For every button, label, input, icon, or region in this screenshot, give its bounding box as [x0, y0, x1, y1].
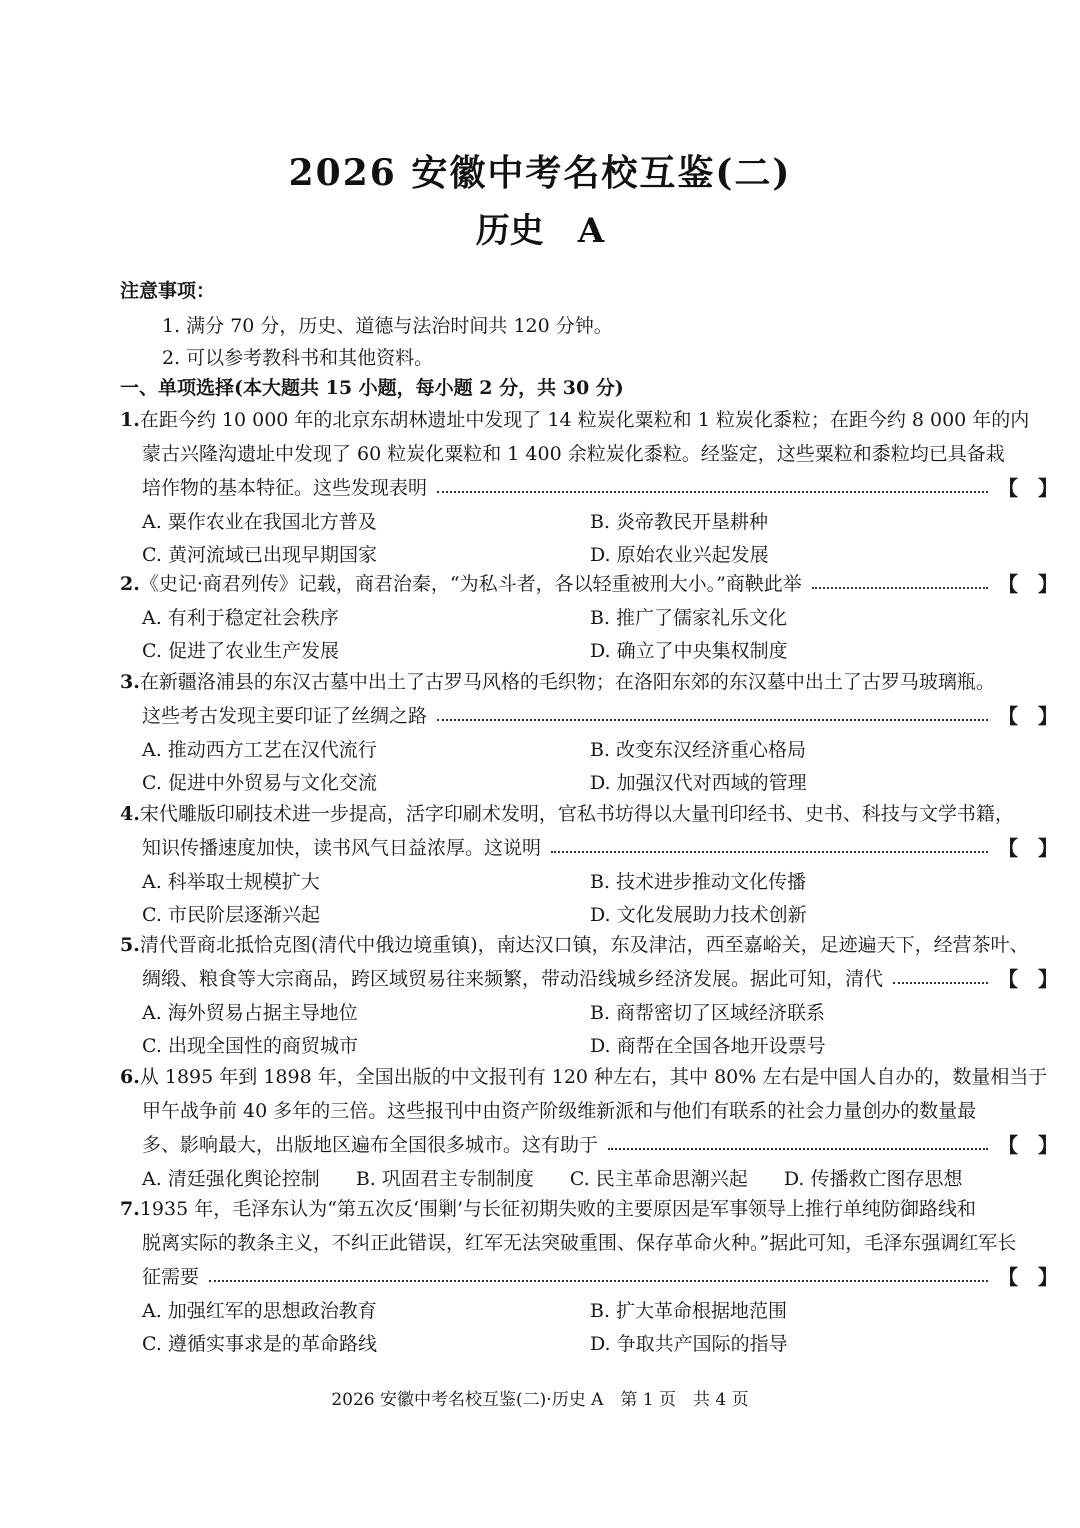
options [120, 1294, 1058, 1360]
options [120, 1162, 1058, 1195]
option-a[interactable]: A. 海外贸易占据主导地位 [142, 1002, 358, 1024]
lead-text: 绸缎、粮食等大宗商品，跨区域贸易往来频繁，带动沿线城乡经济发展。据此可知，清代 [142, 968, 884, 990]
option-d[interactable]: D. 加强汉代对西域的管理 [590, 772, 807, 794]
option-c[interactable]: C. 促进中外贸易与文化交流 [142, 772, 377, 794]
answer-bracket[interactable] [998, 1128, 1058, 1162]
answer-bracket[interactable] [998, 471, 1058, 505]
question-lead [120, 699, 1058, 733]
question-number: 7. [120, 1198, 140, 1220]
lead-text: 《史记·商君列传》记载，商君治秦，“为私斗者，各以轻重被刑大小。”商鞅此举 [139, 573, 802, 595]
answer-bracket[interactable] [998, 567, 1058, 601]
stem-text: 宋代雕版印刷技术进一步提高，活字印刷术发明，官私书坊得以大量刊印经书、史书、科技与文学书籍， [139, 803, 1014, 825]
stem-line [120, 928, 1058, 962]
exam-subtitle: 历史 A [475, 211, 605, 251]
question-number: 5. [120, 934, 140, 956]
option-a[interactable]: A. 有利于稳定社会秩序 [142, 607, 339, 629]
option-c[interactable]: C. 黄河流域已出现早期国家 [142, 544, 377, 566]
dotted-leader [893, 982, 988, 984]
bracket-close: 】 [1038, 836, 1058, 860]
options [120, 865, 1058, 931]
bracket-close: 】 [1038, 572, 1058, 596]
lead-text: 征需要 [142, 1266, 200, 1288]
bracket-open: 【 [998, 1133, 1018, 1157]
option-b[interactable]: B. 商帮密切了区域经济联系 [590, 1002, 826, 1024]
question-number: 4. [120, 803, 140, 825]
option-a[interactable]: A. 粟作农业在我国北方普及 [142, 511, 377, 533]
dotted-leader [551, 851, 988, 853]
stem-text: 1935 年，毛泽东认为“第五次反‘围剿’与长征初期失败的主要原因是军事领导上推行单纯防御路线和 [139, 1198, 977, 1220]
question-stem [120, 1060, 1058, 1128]
option-d[interactable]: D. 原始农业兴起发展 [590, 544, 769, 566]
option-b[interactable]: B. 改变东汉经济重心格局 [590, 739, 807, 761]
lead-text: 多、影响最大，出版地区遍布全国很多城市。这有助于 [142, 1134, 599, 1156]
question-number: 2. [120, 573, 140, 595]
question-2 [120, 567, 1058, 667]
question-stem [120, 403, 1058, 471]
stem-line: 甲午战争前 40 多年的三倍。这些报刊中由资产阶级维新派和与他们有联系的社会力量创办的数量最 [142, 1100, 977, 1122]
bracket-open: 【 [998, 967, 1018, 991]
notice-block [120, 276, 215, 303]
stem-line [120, 403, 1058, 437]
option-c[interactable]: C. 市民阶层逐渐兴起 [142, 904, 320, 926]
answer-bracket[interactable] [998, 962, 1058, 996]
question-7 [120, 1192, 1058, 1360]
question-stem [120, 797, 1058, 831]
option-c[interactable]: C. 遵循实事求是的革命路线 [142, 1333, 377, 1355]
stem-line [120, 665, 1058, 699]
stem-line [120, 797, 1058, 831]
option-b[interactable]: B. 炎帝教民开垦耕种 [590, 511, 769, 533]
question-5 [120, 928, 1058, 1062]
question-lead [120, 1128, 1058, 1162]
answer-bracket[interactable] [998, 831, 1058, 865]
question-lead [120, 567, 1058, 601]
answer-bracket[interactable] [998, 1260, 1058, 1294]
notice-heading: 注意事项： [120, 280, 216, 302]
stem-text: 在距今约 10 000 年的北京东胡林遗址中发现了 14 粒炭化粟粒和 1 粒炭化黍粒；在距今约 8 000 年的内 [139, 409, 1030, 431]
bracket-close: 】 [1038, 1265, 1058, 1289]
bracket-close: 】 [1038, 1133, 1058, 1157]
bracket-open: 【 [998, 476, 1018, 500]
bracket-open: 【 [998, 836, 1018, 860]
question-lead [120, 1260, 1058, 1294]
question-4 [120, 797, 1058, 931]
stem-line: 脱离实际的教条主义，不纠正此错误，红军无法突破重围、保存革命火种。”据此可知，毛泽东强调红军长 [142, 1232, 1017, 1254]
stem-line: 蒙古兴隆沟遗址中发现了 60 粒炭化粟粒和 1 400 余粒炭化黍粒。经鉴定，这些粟粒和黍粒均已具备栽 [142, 443, 1005, 465]
question-lead [120, 471, 1058, 505]
option-d[interactable]: D. 商帮在全国各地开设票号 [590, 1035, 826, 1057]
lead-text: 知识传播速度加快，读书风气日益浓厚。这说明 [142, 837, 542, 859]
answer-bracket[interactable] [998, 699, 1058, 733]
bracket-open: 【 [998, 1265, 1018, 1289]
question-stem [120, 928, 1058, 962]
question-lead [120, 962, 1058, 996]
option-a[interactable]: A. 科举取士规模扩大 [142, 871, 320, 893]
option-c[interactable]: C. 出现全国性的商贸城市 [142, 1035, 358, 1057]
dotted-leader [608, 1148, 988, 1150]
bracket-close: 】 [1038, 476, 1058, 500]
stem-text: 在新疆洛浦县的东汉古墓中出土了古罗马风格的毛织物；在洛阳东郊的东汉墓中出土了古罗马玻璃瓶。 [139, 671, 995, 693]
notice-item: 1. 满分 70 分，历史、道德与法治时间共 120 分钟。 [162, 315, 613, 337]
question-number: 3. [120, 671, 140, 693]
stem-text: 从 1895 年到 1898 年，全国出版的中文报刊有 120 种左右，其中 80% 左右是中国人自办的，数量相当于 [139, 1066, 1048, 1088]
option-d[interactable]: D. 争取共产国际的指导 [590, 1333, 788, 1355]
lead-text: 这些考古发现主要印证了丝绸之路 [142, 705, 428, 727]
option-a[interactable]: A. 清廷强化舆论控制 [142, 1168, 320, 1190]
question-stem [120, 665, 1058, 699]
lead-text: 培作物的基本特征。这些发现表明 [142, 477, 428, 499]
question-number: 6. [120, 1066, 140, 1088]
option-a[interactable]: A. 推动西方工艺在汉代流行 [142, 739, 377, 761]
stem-line [120, 1192, 1058, 1226]
dotted-leader [437, 491, 988, 493]
option-c[interactable]: C. 促进了农业生产发展 [142, 640, 339, 662]
bracket-open: 【 [998, 704, 1018, 728]
notice-item: 2. 可以参考教科书和其他资料。 [162, 347, 434, 369]
question-3 [120, 665, 1058, 799]
option-b[interactable]: B. 巩固君主专制制度 [355, 1168, 534, 1190]
question-lead [120, 831, 1058, 865]
option-b[interactable]: B. 推广了儒家礼乐文化 [590, 607, 788, 629]
option-a[interactable]: A. 加强红军的思想政治教育 [142, 1300, 377, 1322]
options [120, 996, 1058, 1062]
bracket-close: 】 [1038, 967, 1058, 991]
option-b[interactable]: B. 扩大革命根据地范围 [590, 1300, 788, 1322]
exam-title: 2026 安徽中考名校互鉴(二) [288, 152, 792, 194]
option-d[interactable]: D. 文化发展助力技术创新 [590, 904, 807, 926]
question-stem [120, 1192, 1058, 1260]
dotted-leader [437, 719, 988, 721]
bracket-open: 【 [998, 572, 1018, 596]
bracket-close: 】 [1038, 704, 1058, 728]
option-d[interactable]: D. 确立了中央集权制度 [590, 640, 788, 662]
section-heading: 一、单项选择(本大题共 15 小题，每小题 2 分，共 30 分) [120, 377, 624, 399]
option-c[interactable]: C. 民主革命思潮兴起 [569, 1168, 748, 1190]
page-footer: 2026 安徽中考名校互鉴(二)·历史 A 第 1 页 共 4 页 [331, 1390, 749, 1410]
options [120, 505, 1058, 571]
question-1 [120, 403, 1058, 571]
option-d[interactable]: D. 传播救亡图存思想 [783, 1168, 963, 1190]
question-6 [120, 1060, 1058, 1195]
option-b[interactable]: B. 技术进步推动文化传播 [590, 871, 807, 893]
stem-text: 清代晋商北抵恰克图(清代中俄边境重镇)，南达汉口镇，东及津沽，西至嘉峪关，足迹遍天下，经营茶叶、 [139, 934, 1029, 956]
question-number: 1. [120, 409, 140, 431]
dotted-leader [812, 587, 988, 589]
options [120, 733, 1058, 799]
options [120, 601, 1058, 667]
dotted-leader [209, 1280, 988, 1282]
stem-line [120, 1060, 1058, 1094]
